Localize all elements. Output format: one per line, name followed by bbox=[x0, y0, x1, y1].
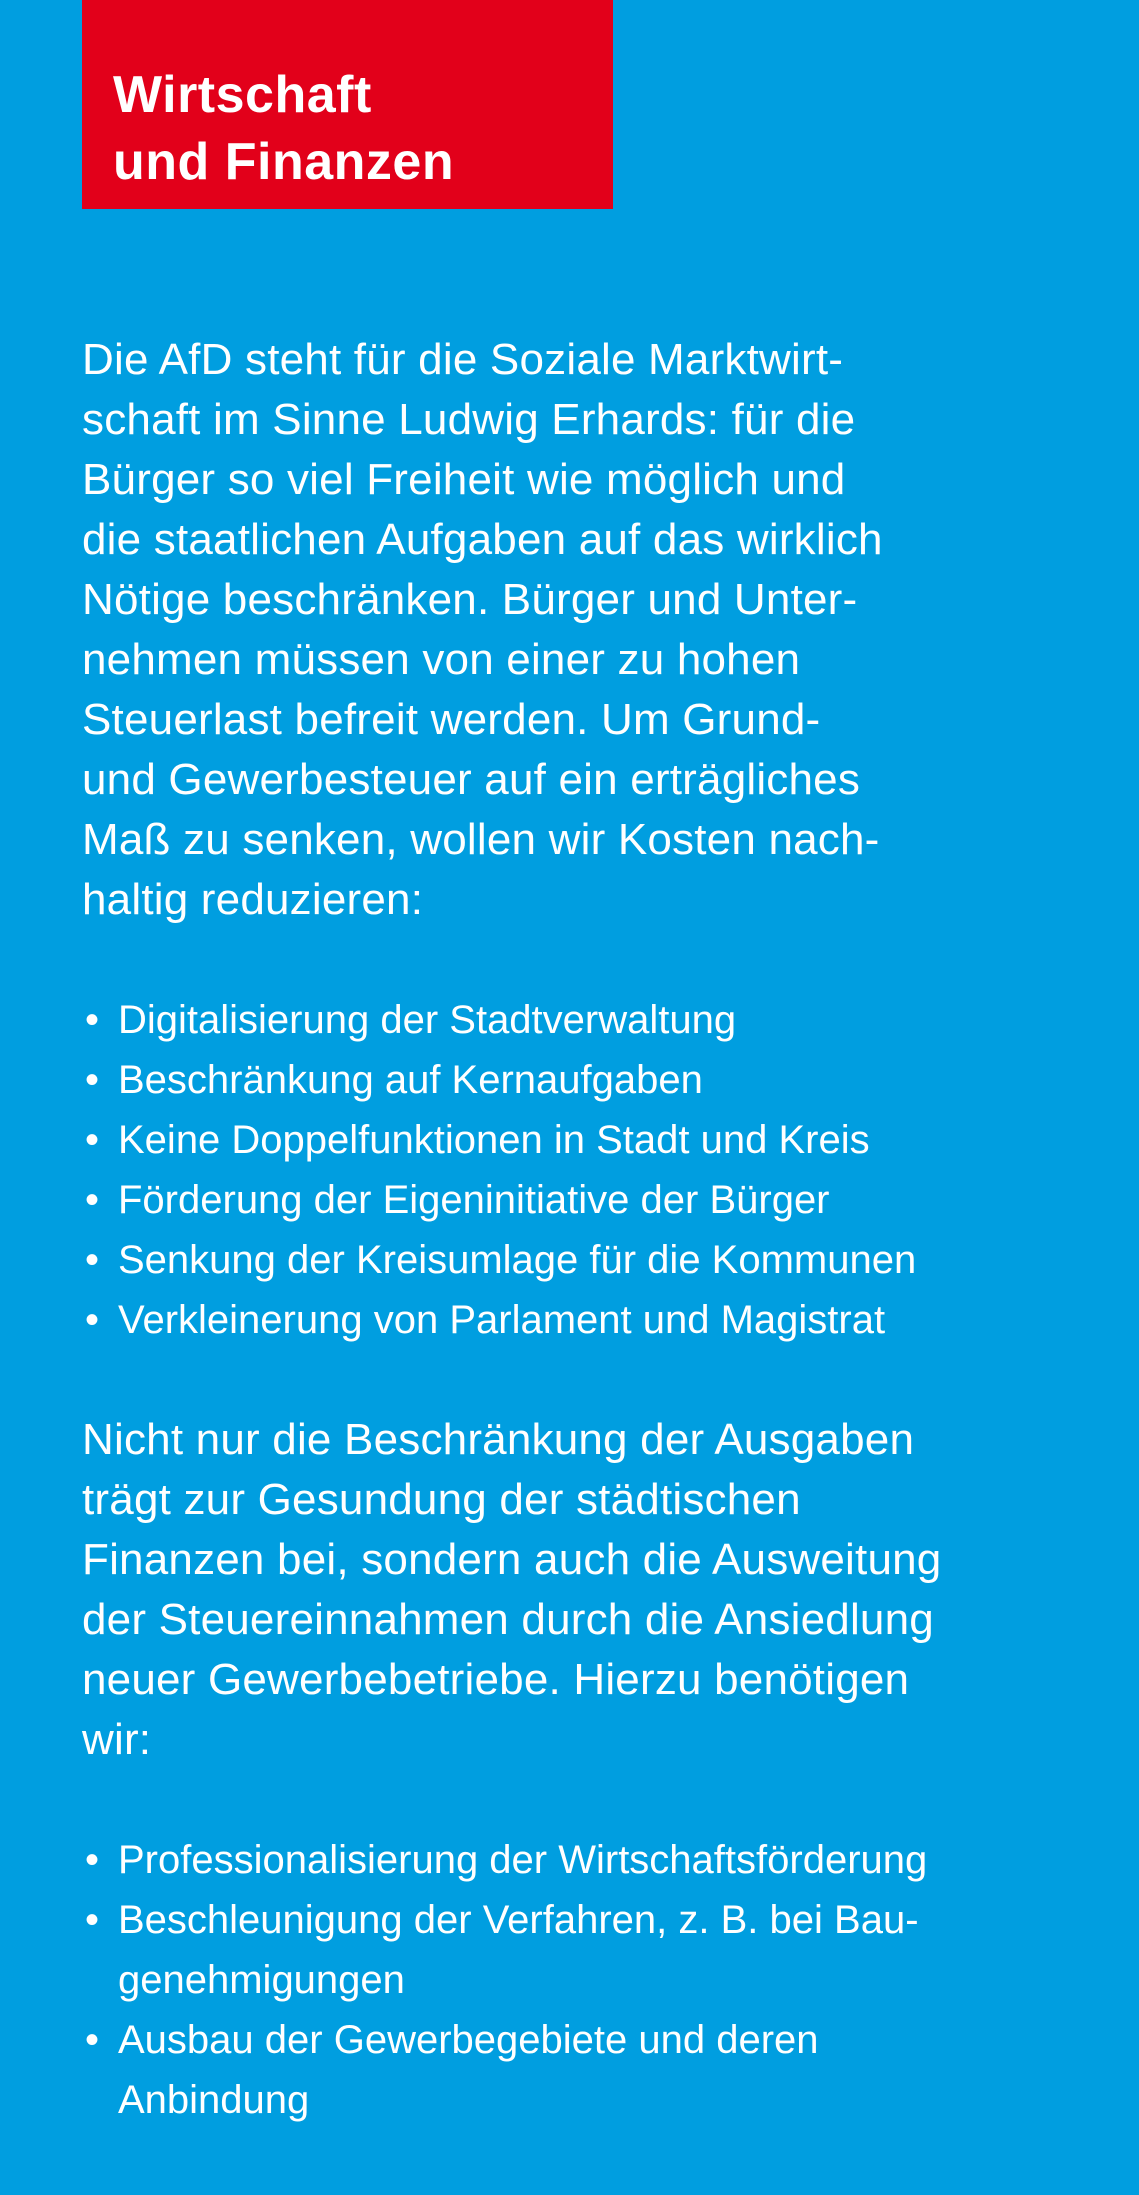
paragraph-line: Finanzen bei, sondern auch die Ausweitung bbox=[82, 1535, 942, 1584]
list-item-text: Digitalisierung der Stadtverwaltung bbox=[118, 998, 737, 1042]
list-item-text-continuation: genehmigungen bbox=[118, 1958, 405, 2002]
list-item-text: Ausbau der Gewerbegebiete und deren bbox=[118, 2018, 819, 2062]
bullet-icon: • bbox=[84, 998, 99, 1042]
bullet-icon: • bbox=[84, 1178, 99, 1222]
list-item-text-continuation: Anbindung bbox=[118, 2078, 310, 2122]
list-item-text: Keine Doppelfunktionen in Stadt und Kreis bbox=[118, 1118, 870, 1162]
content-body bbox=[82, 330, 1092, 2130]
paragraph-line: trägt zur Gesundung der städtischen bbox=[82, 1475, 801, 1524]
paragraph-line: neuer Gewerbebetriebe. Hierzu benötigen bbox=[82, 1655, 910, 1704]
list-item-text: Beschränkung auf Kernaufgaben bbox=[118, 1058, 703, 1102]
list-item-text: Professionalisierung der Wirtschaftsförderung bbox=[118, 1838, 928, 1882]
list-item bbox=[82, 1830, 1092, 1890]
paragraph-line: nehmen müssen von einer zu hohen bbox=[82, 635, 801, 684]
list-item-text: Beschleunigung der Verfahren, z. B. bei Bau- bbox=[118, 1898, 919, 1942]
list-item bbox=[82, 1890, 1092, 2010]
paragraph-line: schaft im Sinne Ludwig Erhards: für die bbox=[82, 395, 856, 444]
list-item bbox=[82, 1170, 1092, 1230]
list-item bbox=[82, 990, 1092, 1050]
paragraph-line: der Steuereinnahmen durch die Ansiedlung bbox=[82, 1595, 934, 1644]
business-settlement-list bbox=[82, 1830, 1092, 2130]
bullet-icon: • bbox=[84, 2018, 99, 2062]
bullet-icon: • bbox=[84, 1298, 99, 1342]
list-item-text: Förderung der Eigeninitiative der Bürger bbox=[118, 1178, 830, 1222]
paragraph-line: Nötige beschränken. Bürger und Unter- bbox=[82, 575, 858, 624]
revenue-paragraph bbox=[82, 1410, 1092, 1770]
paragraph-line: Bürger so viel Freiheit wie möglich und bbox=[82, 455, 846, 504]
section-title-line-1: Wirtschaft bbox=[113, 66, 372, 124]
bullet-icon: • bbox=[84, 1118, 99, 1162]
bullet-icon: • bbox=[84, 1898, 99, 1942]
bullet-icon: • bbox=[84, 1058, 99, 1102]
list-item-text: Senkung der Kreisumlage für die Kommunen bbox=[118, 1238, 917, 1282]
list-item bbox=[82, 1110, 1092, 1170]
paragraph-line: Nicht nur die Beschränkung der Ausgaben bbox=[82, 1415, 915, 1464]
section-title-box bbox=[82, 0, 613, 209]
paragraph-line: Die AfD steht für die Soziale Marktwirt- bbox=[82, 335, 844, 384]
list-item bbox=[82, 1230, 1092, 1290]
paragraph-line: Maß zu senken, wollen wir Kosten nach- bbox=[82, 815, 880, 864]
cost-reduction-list bbox=[82, 990, 1092, 1350]
bullet-icon: • bbox=[84, 1838, 99, 1882]
list-item bbox=[82, 1050, 1092, 1110]
paragraph-line: haltig reduzieren: bbox=[82, 875, 424, 924]
paragraph-line: und Gewerbesteuer auf ein erträgliches bbox=[82, 755, 861, 804]
section-title-line-2: und Finanzen bbox=[113, 133, 455, 191]
list-item bbox=[82, 2010, 1092, 2130]
list-item-text: Verkleinerung von Parlament und Magistrat bbox=[118, 1298, 886, 1342]
paragraph-line: die staatlichen Aufgaben auf das wirklich bbox=[82, 515, 883, 564]
intro-paragraph bbox=[82, 330, 1092, 930]
paragraph-line: wir: bbox=[82, 1715, 152, 1764]
paragraph-line: Steuerlast befreit werden. Um Grund- bbox=[82, 695, 821, 744]
list-item bbox=[82, 1290, 1092, 1350]
bullet-icon: • bbox=[84, 1238, 99, 1282]
